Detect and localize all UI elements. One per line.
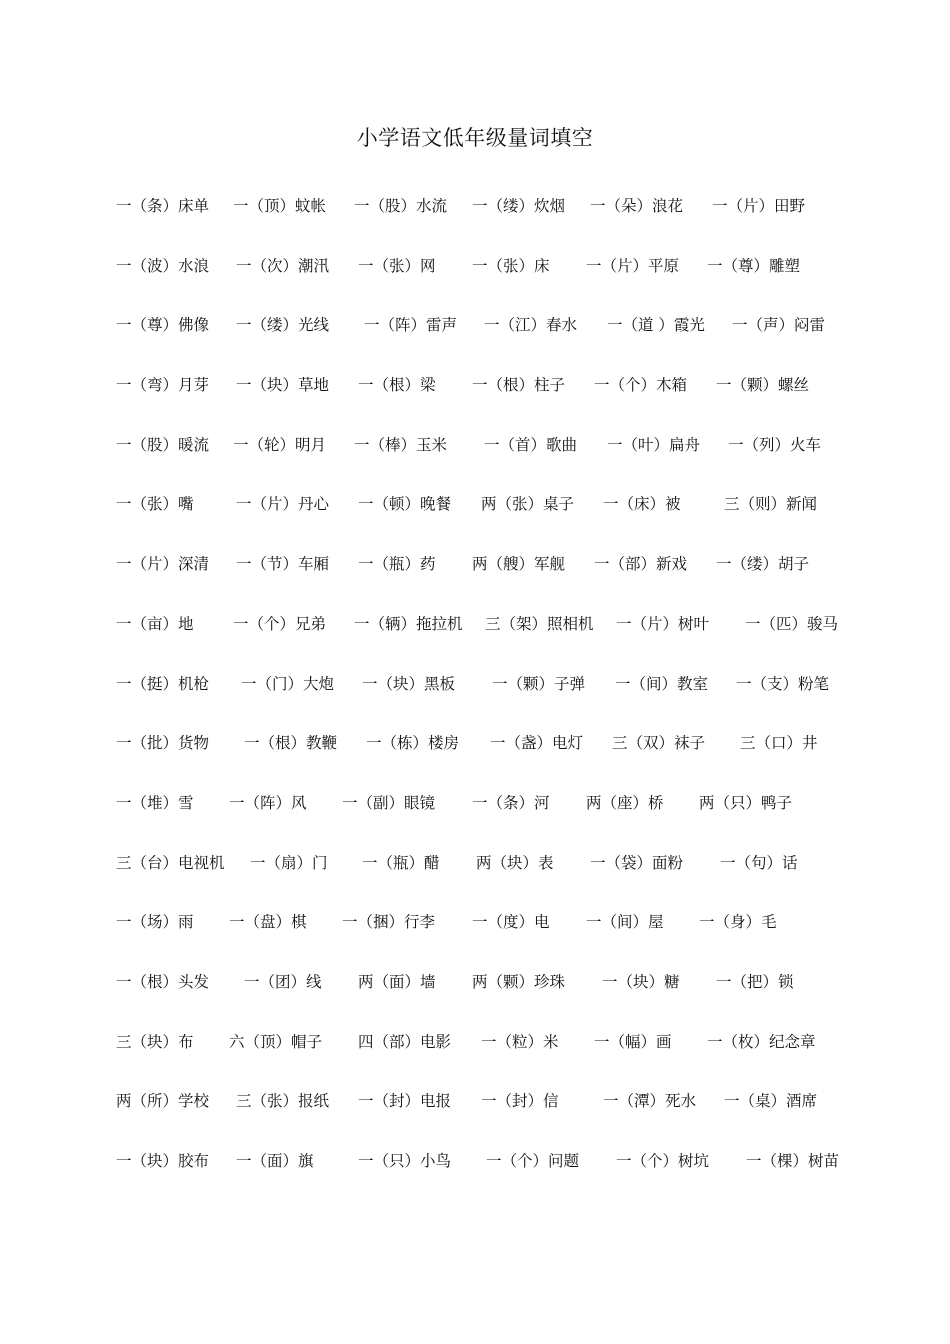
measure-word-item: 一（捆）行李	[342, 913, 436, 932]
measure-word-item: 一（尊）雕塑	[707, 256, 801, 275]
measure-word-item: 一（张）嘴	[116, 495, 194, 514]
measure-word-item: 一（栋）楼房	[366, 734, 460, 753]
list-row	[116, 1151, 876, 1211]
measure-word-item: 一（面）旗	[236, 1152, 314, 1170]
measure-word-item: 一（片）平原	[586, 256, 680, 275]
measure-word-item: 一（条）床单	[116, 197, 210, 215]
measure-word-item: 一（块）黑板	[362, 674, 456, 693]
measure-word-item: 一（袋）面粉	[590, 853, 684, 872]
measure-word-item: 三（张）报纸	[236, 1092, 330, 1111]
measure-word-item: 一（辆）拖拉机	[354, 614, 463, 633]
measure-word-item: 一（股）水流	[354, 197, 448, 215]
measure-word-item: 一（弯）月芽	[116, 376, 210, 395]
measure-word-item: 一（缕）炊烟	[472, 197, 566, 215]
list-row	[116, 256, 876, 316]
measure-word-item: 一（把）锁	[716, 972, 794, 991]
measure-word-item: 一（间）屋	[586, 913, 664, 932]
measure-word-item: 一（首）歌曲	[484, 435, 578, 454]
measure-word-item: 两（面）墙	[358, 972, 436, 991]
measure-word-item: 两（艘）军舰	[472, 555, 566, 574]
measure-word-item: 四（部）电影	[358, 1032, 452, 1051]
measure-word-item: 一（瓶）药	[358, 555, 436, 574]
measure-word-item: 一（根）梁	[358, 376, 436, 395]
measure-word-item: 一（封）电报	[358, 1092, 452, 1111]
list-row	[116, 972, 876, 1032]
measure-word-item: 一（缕）胡子	[716, 555, 810, 574]
measure-word-item: 一（片）丹心	[236, 495, 330, 514]
measure-word-item: 一（间）教室	[615, 674, 709, 693]
measure-word-item: 一（个）问题	[486, 1152, 580, 1170]
measure-word-item: 一（个）兄弟	[233, 614, 327, 633]
measure-word-item: 一（阵）风	[229, 793, 307, 812]
measure-word-item: 一（波）水浪	[116, 256, 210, 275]
measure-word-item: 一（尊）佛像	[116, 316, 210, 335]
list-row	[116, 315, 876, 375]
measure-word-item: 六（顶）帽子	[229, 1032, 323, 1051]
list-row	[116, 554, 876, 614]
measure-word-item: 一（副）眼镜	[342, 793, 436, 812]
measure-word-item: 一（只）小鸟	[358, 1152, 452, 1170]
measure-word-item: 一（片）田野	[712, 197, 806, 215]
measure-word-item: 一（粒）米	[481, 1032, 559, 1051]
measure-word-item: 一（身）毛	[699, 913, 777, 932]
measure-word-item: 一（根）柱子	[472, 376, 566, 395]
measure-word-item: 一（江）春水	[484, 316, 578, 335]
measure-word-item: 一（桌）酒席	[724, 1092, 818, 1111]
measure-word-item: 三（则）新闻	[724, 495, 818, 514]
measure-word-item: 三（块）布	[116, 1032, 194, 1051]
list-row	[116, 1091, 876, 1151]
measure-word-item: 一（阵）雷声	[364, 316, 458, 335]
measure-word-item: 一（条）河	[472, 793, 550, 812]
measure-word-item: 一（节）车厢	[236, 555, 330, 574]
measure-word-item: 一（张）网	[358, 256, 436, 275]
measure-word-item: 一（叶）扁舟	[607, 435, 701, 454]
measure-word-item: 一（亩）地	[116, 614, 194, 633]
measure-word-item: 一（瓶）醋	[362, 853, 440, 872]
measure-word-item: 一（颗）子弹	[492, 674, 586, 693]
measure-word-item: 一（片）深清	[116, 555, 210, 574]
measure-word-item: 一（片）树叶	[616, 614, 710, 633]
measure-word-item: 三（台）电视机	[116, 853, 225, 872]
measure-word-item: 一（挺）机枪	[116, 674, 210, 693]
list-row	[116, 793, 876, 853]
measure-word-item: 一（个）木箱	[594, 376, 688, 395]
measure-word-item: 一（朵）浪花	[590, 197, 684, 215]
measure-word-item: 一（个）树坑	[616, 1152, 710, 1170]
list-row	[116, 494, 876, 554]
measure-word-item: 两（块）表	[476, 853, 554, 872]
measure-word-item: 三（架）照相机	[485, 614, 594, 633]
measure-word-item: 一（颗）螺丝	[716, 376, 810, 395]
measure-word-item: 一（棵）树苗	[746, 1152, 840, 1170]
measure-word-list	[116, 196, 876, 1211]
measure-word-item: 一（度）电	[472, 913, 550, 932]
measure-word-item: 两（张）桌子	[481, 495, 575, 514]
page-title: 小学语文低年级量词填空	[356, 126, 594, 150]
measure-word-item: 一（床）被	[603, 495, 681, 514]
measure-word-item: 一（门）大炮	[241, 674, 335, 693]
measure-word-item: 一（根）教鞭	[244, 734, 338, 753]
measure-word-item: 三（双）袜子	[612, 734, 706, 753]
measure-word-item: 一（轮）明月	[233, 435, 327, 454]
measure-word-item: 一（匹）骏马	[745, 614, 839, 633]
measure-word-item: 一（幅）画	[594, 1032, 672, 1051]
measure-word-item: 一（顿）晚餐	[358, 495, 452, 514]
measure-word-item: 两（颗）珍珠	[472, 972, 566, 991]
measure-word-item: 一（部）新戏	[594, 555, 688, 574]
measure-word-item: 一（支）粉笔	[736, 674, 830, 693]
measure-word-item: 两（所）学校	[116, 1092, 210, 1111]
measure-word-item: 一（次）潮汛	[236, 256, 330, 275]
measure-word-item: 一（块）胶布	[116, 1152, 210, 1170]
list-row	[116, 853, 876, 913]
measure-word-item: 三（口）井	[740, 734, 818, 753]
measure-word-item: 一（团）线	[244, 972, 322, 991]
measure-word-item: 一（扇）门	[250, 853, 328, 872]
list-row	[116, 912, 876, 972]
measure-word-item: 一（枚）纪念章	[707, 1032, 816, 1051]
list-row	[116, 375, 876, 435]
measure-word-item: 一（块）糖	[602, 972, 680, 991]
measure-word-item: 一（盘）棋	[229, 913, 307, 932]
measure-word-item: 两（只）鸭子	[699, 793, 793, 812]
measure-word-item: 一（张）床	[472, 256, 550, 275]
measure-word-item: 一（句）话	[720, 853, 798, 872]
measure-word-item: 一（封）信	[481, 1092, 559, 1111]
measure-word-item: 一（列）火车	[728, 435, 822, 454]
list-row	[116, 196, 876, 256]
measure-word-item: 一（根）头发	[116, 972, 210, 991]
measure-word-item: 一（顶）蚊帐	[233, 197, 327, 215]
measure-word-item: 一（股）暖流	[116, 435, 210, 454]
measure-word-item: 一（潭）死水	[603, 1092, 697, 1111]
list-row	[116, 614, 876, 674]
list-row	[116, 1032, 876, 1092]
measure-word-item: 一（盏）电灯	[490, 734, 584, 753]
list-row	[116, 674, 876, 734]
measure-word-item: 一（棒）玉米	[354, 435, 448, 454]
list-row	[116, 733, 876, 793]
measure-word-item: 一（场）雨	[116, 913, 194, 932]
measure-word-item: 一（堆）雪	[116, 793, 194, 812]
measure-word-item: 一（块）草地	[236, 376, 330, 395]
measure-word-item: 一（道 ）霞光	[607, 316, 705, 335]
measure-word-item: 两（座）桥	[586, 793, 664, 812]
measure-word-item: 一（声）闷雷	[732, 316, 826, 335]
measure-word-item: 一（批）货物	[116, 734, 210, 753]
list-row	[116, 435, 876, 495]
measure-word-item: 一（缕）光线	[236, 316, 330, 335]
